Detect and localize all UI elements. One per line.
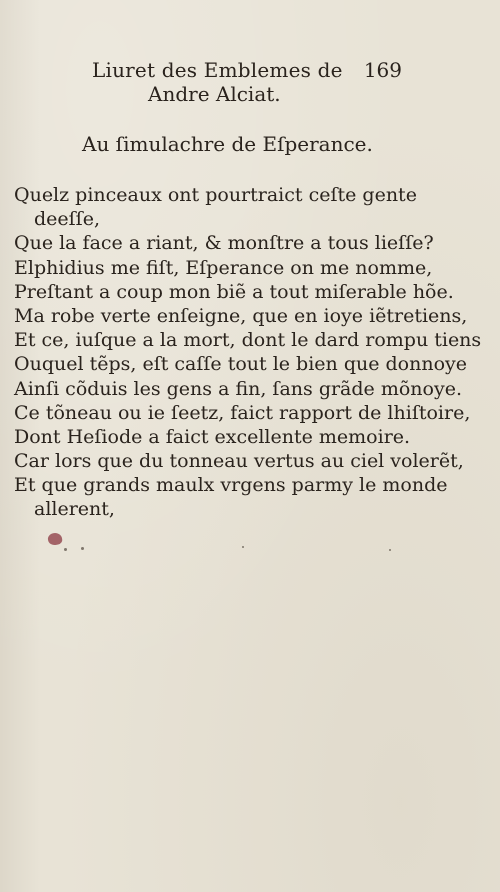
paper-speck (242, 546, 244, 548)
poem-line: Preſtant a coup mon biẽ a tout miſerable hõe. (14, 280, 454, 303)
poem-line: Et que grands maulx vrgens parmy le monde (14, 474, 448, 497)
poem-line: Car lors que du tonneau vertus au ciel volerẽt, (14, 450, 464, 473)
poem-line: deeſſe, (34, 208, 100, 231)
running-header (0, 58, 500, 110)
paper-speck (64, 548, 67, 551)
poem-line: Quelz pinceaux ont pourtraict ceſte gente (14, 184, 417, 206)
ink-stain (47, 532, 63, 547)
poem-line: Ainſi cõduis les gens a fin, ſans grãde mõnoye. (14, 377, 462, 400)
page-number: 169 (363, 58, 402, 82)
bleed-through-text (210, 520, 420, 542)
poem-line: Que la face a riant, & monſtre a tous lieſſe? (14, 232, 434, 255)
poem-line: Elphidius me fiſt, Eſperance on me nomme, (14, 256, 433, 279)
paper-speck (389, 549, 391, 551)
poem-line: allerent, (34, 498, 115, 521)
paper-speck (81, 547, 84, 550)
running-subtitle: Andre Alciat. (148, 82, 281, 106)
poem-line: Ma robe verte enſeigne, que en ioye iẽtretiens, (14, 304, 468, 327)
poem-text (14, 183, 484, 522)
poem-line: Et ce, iuſque a la mort, dont le dard rompu tiens (14, 329, 482, 352)
poem-line: Ce tõneau ou ie ſeetz, faict rapport de lhiſtoire, (14, 401, 471, 424)
section-title: Au ſimulachre de Eſperance. (82, 132, 373, 156)
poem-line: Ouquel tẽps, eſt caſſe tout le bien que donnoye (14, 353, 467, 376)
running-title: Liuret des Emblemes de (92, 58, 343, 82)
poem-line: Dont Heſiode a faict excellente memoire. (14, 425, 411, 448)
